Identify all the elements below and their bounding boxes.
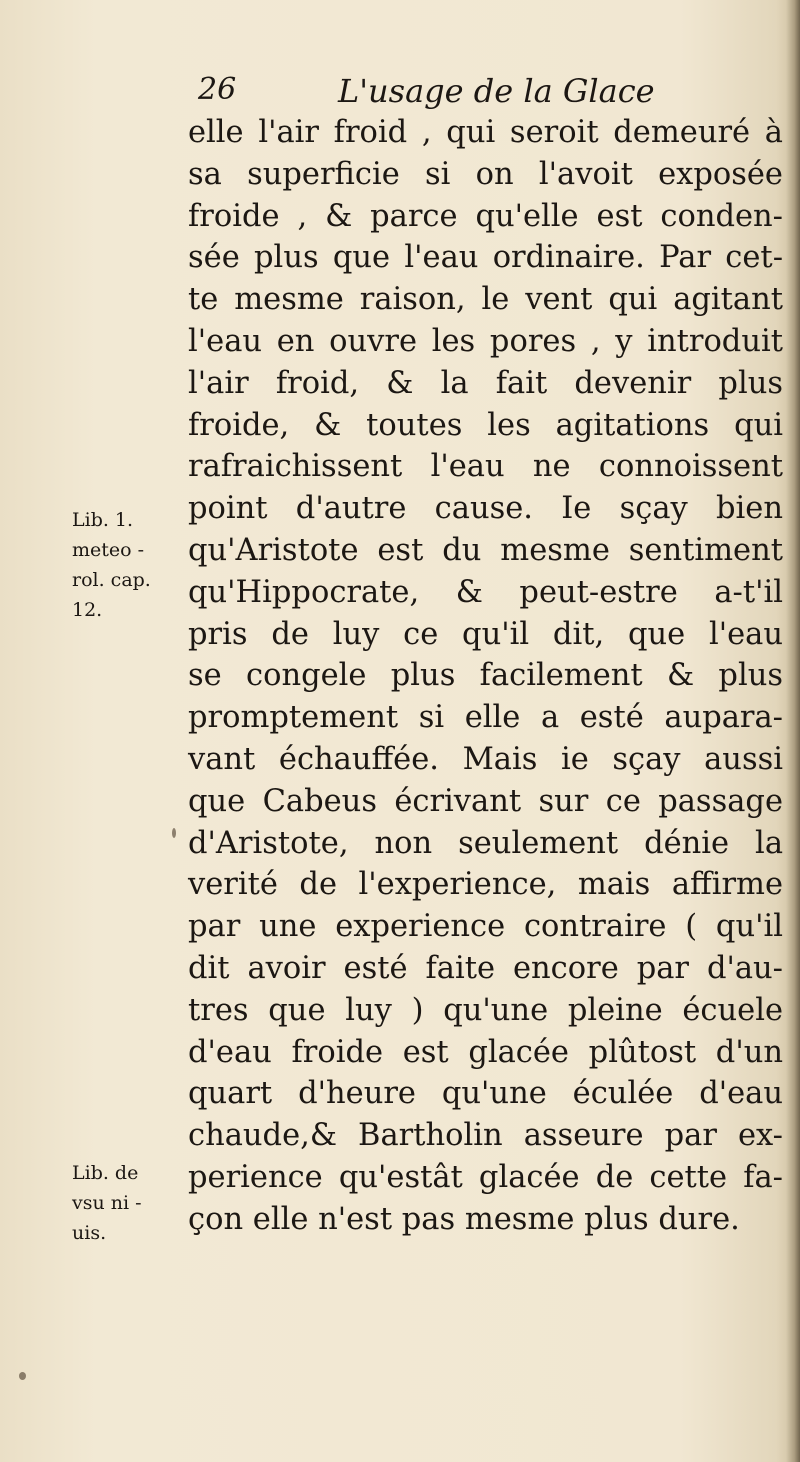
margin-note-line: vsu ni - (72, 1192, 142, 1214)
text-line: vant échauffée. Mais ie sçay aussi (188, 741, 783, 777)
text-line: te mesme raison, le vent qui agitant (188, 282, 783, 318)
text-line: pris de luy ce qu'il dit, que l'eau (188, 616, 783, 652)
text-line: que Cabeus écrivant sur ce passage (188, 783, 783, 819)
text-line: qu'Aristote est du mesme sentiment (188, 532, 783, 568)
margin-note-de-usu-nivis (72, 1158, 184, 1248)
page-header (198, 72, 758, 116)
text-line: perience qu'estât glacée de cette fa- (188, 1159, 783, 1195)
text-line: quart d'heure qu'une éculée d'eau (188, 1076, 783, 1112)
text-line: dit avoir esté faite encore par d'au- (188, 950, 783, 986)
page-edge-shadow (786, 0, 800, 1462)
text-line: d'Aristote, non seulement dénie la (188, 825, 783, 861)
margin-note-line: Lib. 1. (72, 509, 134, 531)
text-line: froide , & parce qu'elle est conden- (188, 198, 783, 234)
text-line: l'eau en ouvre les pores , y introduit (188, 323, 783, 359)
text-line: verité de l'experience, mais affirme (188, 867, 783, 903)
text-line: se congele plus facilement & plus (188, 658, 783, 694)
margin-note-meteorology (72, 505, 184, 625)
text-line: sée plus que l'eau ordinaire. Par cet- (188, 240, 783, 276)
ink-spot (19, 1372, 26, 1380)
text-line: tres que luy ) qu'une pleine écuele (188, 992, 783, 1028)
text-line: chaude,& Bartholin asseure par ex- (188, 1118, 783, 1154)
text-line: point d'autre cause. Ie sçay bien (188, 491, 783, 527)
running-title: L'usage de la Glace (338, 72, 655, 110)
margin-note-line: Lib. de (72, 1162, 139, 1184)
text-line: sa superficie si on l'avoit exposée (188, 156, 783, 192)
text-line: l'air froid, & la fait devenir plus (188, 365, 783, 401)
page-number: 26 (198, 72, 237, 107)
margin-note-line: meteo - (72, 539, 145, 561)
text-line: çon elle n'est pas mesme plus dure. (188, 1201, 740, 1237)
text-line: par une experience contraire ( qu'il (188, 909, 783, 945)
margin-note-line: uis. (72, 1222, 107, 1244)
text-line: qu'Hippocrate, & peut-estre a-t'il (188, 574, 783, 610)
text-line: rafraichissent l'eau ne connoissent (188, 449, 783, 485)
text-line: d'eau froide est glacée plûtost d'un (188, 1034, 783, 1070)
ink-spot (172, 828, 176, 838)
body-text (188, 112, 783, 1241)
margin-note-line: 12. (72, 599, 103, 621)
text-line: promptement si elle a esté aupara- (188, 700, 783, 736)
margin-note-line: rol. cap. (72, 569, 151, 591)
text-line: froide, & toutes les agitations qui (188, 407, 783, 443)
text-line: elle l'air froid , qui seroit demeuré à (188, 115, 783, 150)
